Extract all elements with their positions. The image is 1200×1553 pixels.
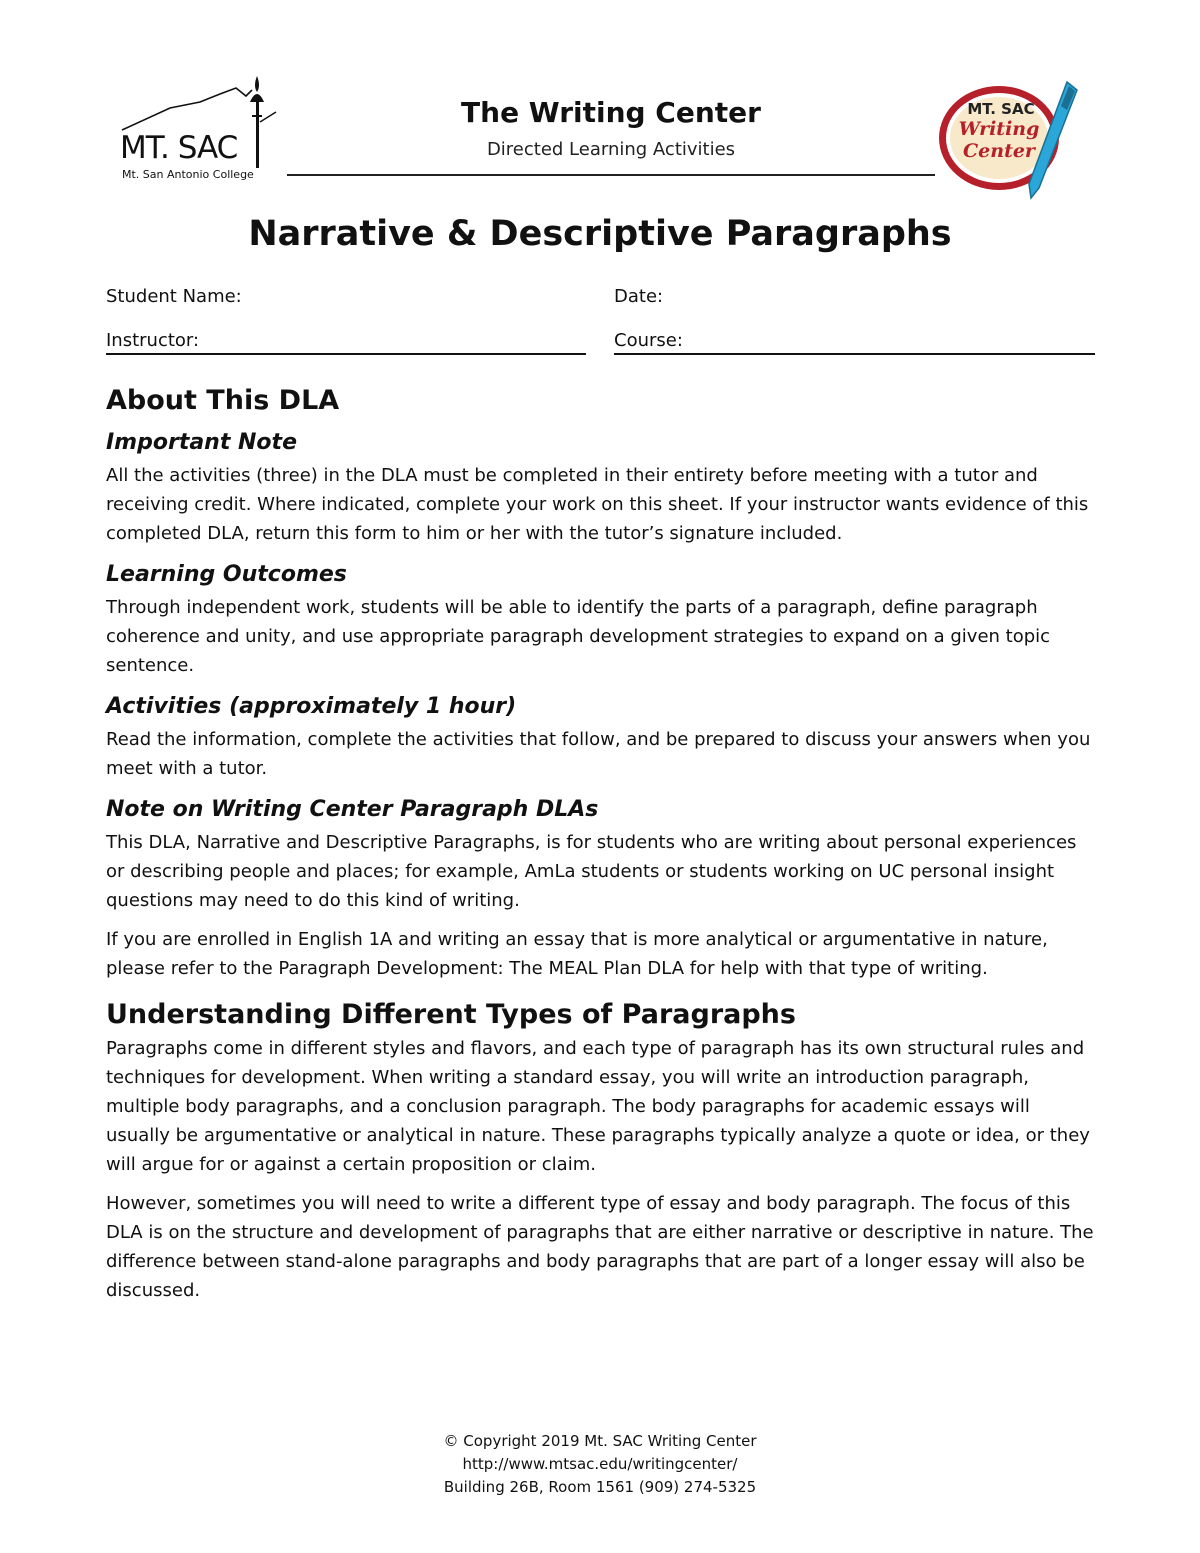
- date-label: Date:: [614, 286, 664, 307]
- section-paragraph: This DLA, Narrative and Descriptive Paragraphs, is for students who are writing about personal experiences or describing people and places; for example, AmLa students or students working on UC personal insight questions may need to do this kind of writing.: [106, 832, 1077, 911]
- writing-center-logo: [935, 76, 1085, 204]
- section-paragraph: Read the information, complete the activities that follow, and be prepared to discuss your answers when you meet with a tutor.: [106, 729, 1091, 779]
- student-name-label: Student Name:: [106, 286, 242, 307]
- header-subtitle: Directed Learning Activities: [486, 139, 736, 160]
- instructor-field-line[interactable]: [106, 353, 586, 355]
- section-heading: Important Note: [106, 430, 297, 455]
- mtsac-logo: [110, 72, 290, 184]
- footer-url-link[interactable]: http://www.mtsac.edu/writingcenter/: [462, 1455, 738, 1473]
- about-heading: About This DLA: [106, 385, 340, 416]
- page-title: Narrative & Descriptive Paragraphs: [248, 214, 952, 254]
- logo-line-center: Center: [963, 140, 1035, 162]
- course-field-line[interactable]: [614, 353, 1095, 355]
- understanding-heading: Understanding Different Types of Paragraphs: [106, 999, 796, 1030]
- section-paragraph: If you are enrolled in English 1A and writing an essay that is more analytical or argumentative in nature, please refer to the Paragraph Development: The MEAL Plan DLA for help with that type of writing.: [106, 929, 1048, 979]
- header: [287, 96, 935, 160]
- section-paragraph: Paragraphs come in different styles and flavors, and each type of paragraph has its own structural rules and techniques for development. When writing a standard essay, you will write an introduction paragraph, multiple body paragraphs, and a conclusion paragraph. The body paragraphs for academic essays will usually be argumentative or analytical in nature. These paragraphs typically analyze a quote or idea, or they will argue for or against a certain proposition or claim.: [106, 1038, 1090, 1175]
- footer: [0, 1430, 1200, 1499]
- footer-copyright: © Copyright 2019 Mt. SAC Writing Center: [443, 1432, 757, 1450]
- logo-line-mtsac: MT. SAC: [967, 100, 1035, 118]
- main-content: [106, 385, 1096, 1315]
- logo-name: MT. SAC: [120, 130, 238, 166]
- header-divider: [287, 174, 935, 176]
- instructor-label: Instructor:: [106, 330, 200, 351]
- footer-location: Building 26B, Room 1561 (909) 274-5325: [443, 1478, 757, 1496]
- section-paragraph: All the activities (three) in the DLA must be completed in their entirety before meeting with a tutor and receiving credit. Where indicated, complete your work on this sheet. If your instructor wants evidence of this completed DLA, return this form to him or her with the tutor’s signature included.: [106, 465, 1089, 544]
- section-heading: Note on Writing Center Paragraph DLAs: [106, 797, 599, 822]
- section-paragraph: Through independent work, students will be able to identify the parts of a paragraph, define paragraph coherence and unity, and use appropriate paragraph development strategies to expand on a given topic sentence.: [106, 597, 1051, 676]
- logo-line-writing: Writing: [958, 118, 1040, 140]
- section-paragraph: However, sometimes you will need to write a different type of essay and body paragraph. The focus of this DLA is on the structure and development of paragraphs that are either narrative or descriptive in nature. The difference between stand-alone paragraphs and body paragraphs that are part of a longer essay will also be discussed.: [106, 1193, 1094, 1301]
- course-label: Course:: [614, 330, 683, 351]
- header-title: The Writing Center: [461, 96, 761, 129]
- section-heading: Learning Outcomes: [106, 562, 347, 587]
- logo-subtitle: Mt. San Antonio College: [122, 168, 254, 181]
- section-heading: Activities (approximately 1 hour): [106, 694, 517, 719]
